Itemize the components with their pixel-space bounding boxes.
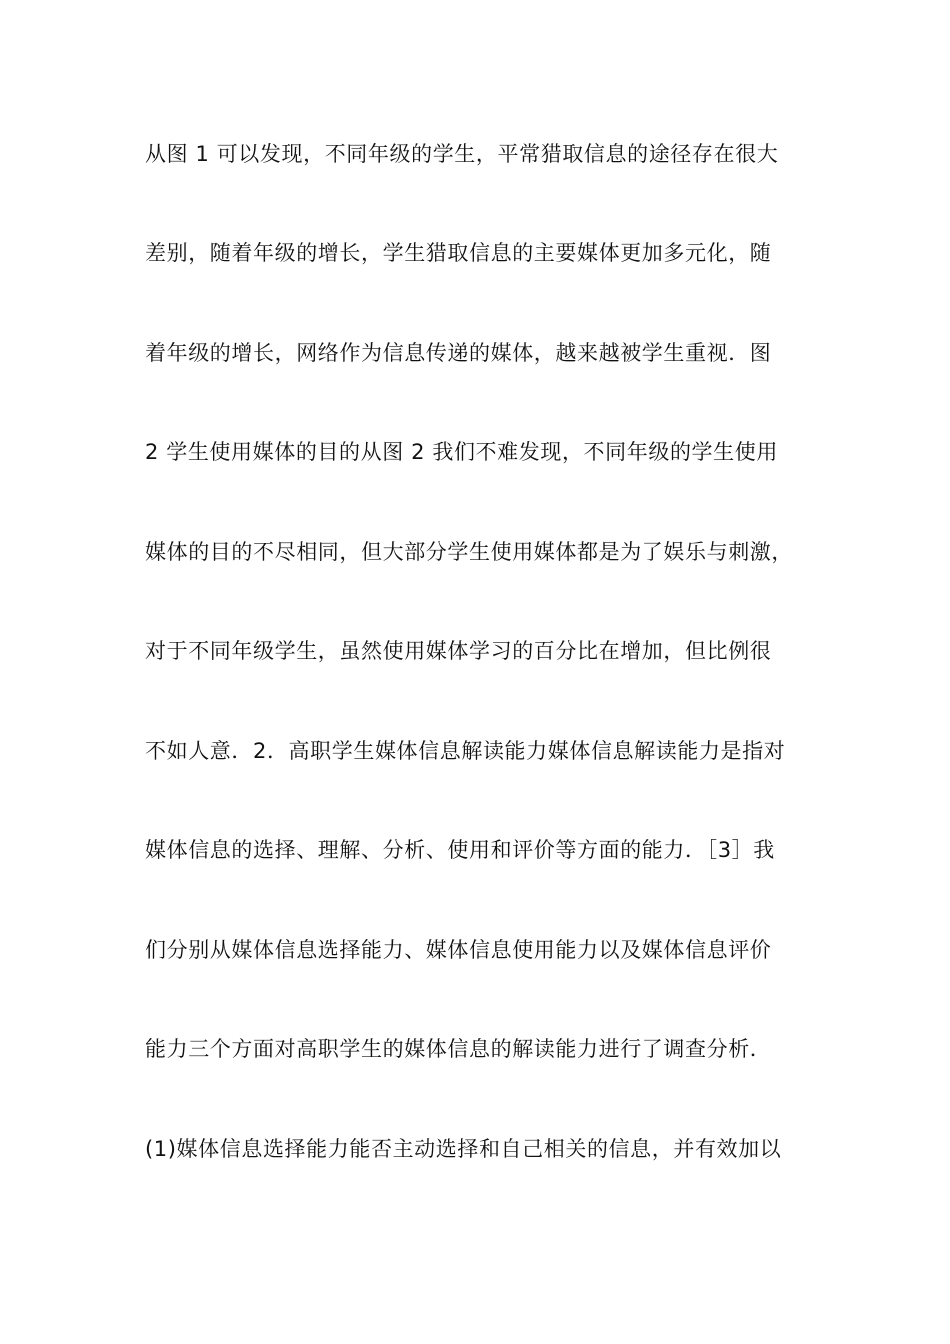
text-line: 能力三个方面对高职学生的媒体信息的解读能力进行了调查分析． — [145, 1037, 772, 1061]
text-line: 对于不同年级学生，虽然使用媒体学习的百分比在增加，但比例很 — [145, 639, 772, 663]
text-line: 们分别从媒体信息选择能力、媒体信息使用能力以及媒体信息评价 — [145, 938, 772, 962]
text-line: 媒体的目的不尽相同，但大部分学生使用媒体都是为了娱乐与刺激， — [145, 540, 793, 564]
text-line: 2 学生使用媒体的目的从图 2 我们不难发现，不同年级的学生使用 — [145, 440, 778, 464]
text-line: 着年级的增长，网络作为信息传递的媒体，越来越被学生重视．图 — [145, 341, 772, 365]
text-line: (1)媒体信息选择能力能否主动选择和自己相关的信息，并有效加以 — [145, 1137, 782, 1161]
text-line: 媒体信息的选择、理解、分析、使用和评价等方面的能力．［3］我 — [145, 838, 775, 862]
text-line: 差别，随着年级的增长，学生猎取信息的主要媒体更加多元化，随 — [145, 241, 772, 265]
text-line: 不如人意．2．高职学生媒体信息解读能力媒体信息解读能力是指对 — [145, 739, 786, 763]
text-line: 从图 1 可以发现，不同年级的学生，平常猎取信息的途径存在很大 — [145, 142, 779, 166]
